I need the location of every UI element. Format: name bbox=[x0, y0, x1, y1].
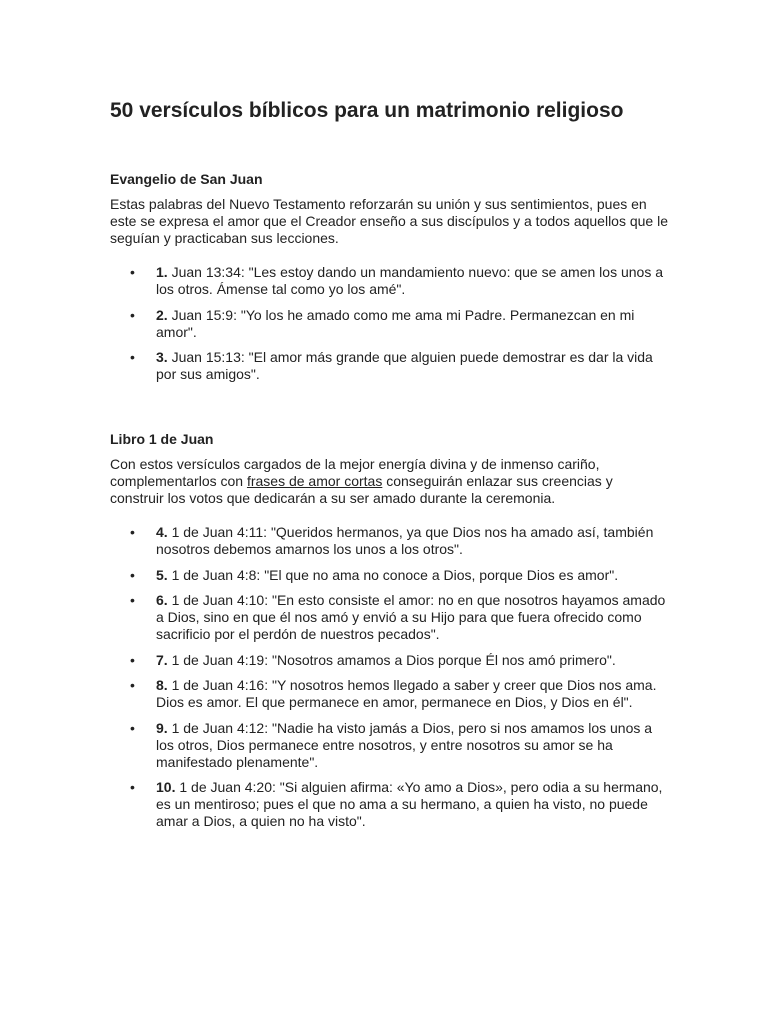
verse-text: 1 de Juan 4:12: "Nadie ha visto jamás a Dios, pero si nos amamos los unos a los otros, Dios permanece entre nosotros, y entre nosotros su amor se ha manifestado plenamente". bbox=[156, 719, 653, 770]
bullet-icon: • bbox=[130, 566, 135, 583]
verse-number: 5. bbox=[156, 566, 168, 583]
frases-amor-link[interactable]: frases de amor cortas bbox=[246, 473, 383, 489]
verse-number: 4. bbox=[156, 524, 168, 540]
bullet-icon: • bbox=[130, 719, 135, 736]
bullet-icon: • bbox=[130, 349, 135, 365]
bullet-icon: • bbox=[130, 677, 135, 693]
verse-number: 9. bbox=[156, 719, 168, 736]
verse-text: Juan 13:34: "Les estoy dando un mandamiento nuevo: que se amen los unos a los otros. Ámense tal como yo los amé". bbox=[156, 264, 663, 297]
list-item bbox=[110, 349, 670, 383]
section-heading-evangelio: Evangelio de San Juan bbox=[110, 171, 263, 187]
intro-text-before: Con estos versículos cargados de la mejor energía divina y de inmenso cariño, complementarlos con bbox=[110, 456, 600, 489]
verse-text: 1 de Juan 4:20: "Si alguien afirma: «Yo amo a Dios», pero odia a su hermano, es un mentiroso; pues el que no ama a su hermano, a quien ha visto, no puede amar a Dios, a quien no ha visto". bbox=[156, 779, 663, 829]
list-item bbox=[110, 779, 670, 830]
bullet-icon: • bbox=[130, 306, 135, 323]
section-heading-libro-juan: Libro 1 de Juan bbox=[110, 431, 214, 447]
verse-number: 1. bbox=[156, 264, 168, 280]
list-item bbox=[110, 567, 670, 584]
bullet-icon: • bbox=[130, 779, 135, 795]
section-intro-evangelio: Estas palabras del Nuevo Testamento reforzarán su unión y sus sentimientos, pues en este se expresa el amor que el Creador enseño a sus discípulos y a todos aquellos que le seguían y practicaban sus lecciones. bbox=[110, 196, 669, 246]
verse-number: 10. bbox=[156, 779, 176, 795]
verse-number: 6. bbox=[156, 592, 168, 608]
verse-list-evangelio bbox=[110, 264, 670, 392]
verse-number: 7. bbox=[156, 651, 168, 668]
list-item bbox=[110, 720, 670, 771]
list-item bbox=[110, 592, 670, 643]
verse-text: Juan 15:13: "El amor más grande que alguien puede demostrar es dar la vida por sus amigos". bbox=[156, 349, 653, 382]
verse-number: 2. bbox=[156, 306, 168, 323]
verse-number: 3. bbox=[156, 349, 168, 365]
verse-text: 1 de Juan 4:16: "Y nosotros hemos llegado a saber y creer que Dios nos ama. Dios es amor. El que permanece en amor, permanece en Dios, y Dios en él". bbox=[156, 677, 657, 710]
bullet-icon: • bbox=[130, 264, 135, 280]
bullet-icon: • bbox=[130, 651, 135, 668]
bullet-icon: • bbox=[130, 524, 135, 540]
list-item bbox=[110, 307, 670, 341]
verse-text: 1 de Juan 4:8: "El que no ama no conoce a Dios, porque Dios es amor". bbox=[167, 566, 619, 583]
verse-text: 1 de Juan 4:10: "En esto consiste el amor: no en que nosotros hayamos amado a Dios, sino en que él nos amó y envió a su Hijo para que fuera ofrecido como sacrificio por el perdón de nuestros pecados". bbox=[156, 592, 666, 642]
list-item bbox=[110, 264, 670, 298]
bullet-icon: • bbox=[130, 592, 135, 608]
page-title: 50 versículos bíblicos para un matrimonio religioso bbox=[110, 99, 624, 122]
list-item bbox=[110, 652, 670, 669]
verse-text: 1 de Juan 4:19: "Nosotros amamos a Dios porque Él nos amó primero". bbox=[167, 651, 616, 668]
section-intro-libro-juan bbox=[110, 456, 670, 507]
intro-text-after: conseguirán enlazar sus creencias y construir los votos que dedicarán a su ser amado durante la ceremonia. bbox=[110, 473, 613, 506]
verse-text: Juan 15:9: "Yo los he amado como me ama mi Padre. Permanezcan en mi amor". bbox=[156, 306, 635, 340]
verse-list-libro-juan bbox=[110, 524, 670, 839]
verse-number: 8. bbox=[156, 677, 168, 693]
list-item bbox=[110, 677, 670, 711]
list-item bbox=[110, 524, 670, 558]
verse-text: 1 de Juan 4:11: "Queridos hermanos, ya que Dios nos ha amado así, también nosotros debemos amarnos los unos a los otros". bbox=[156, 524, 654, 557]
